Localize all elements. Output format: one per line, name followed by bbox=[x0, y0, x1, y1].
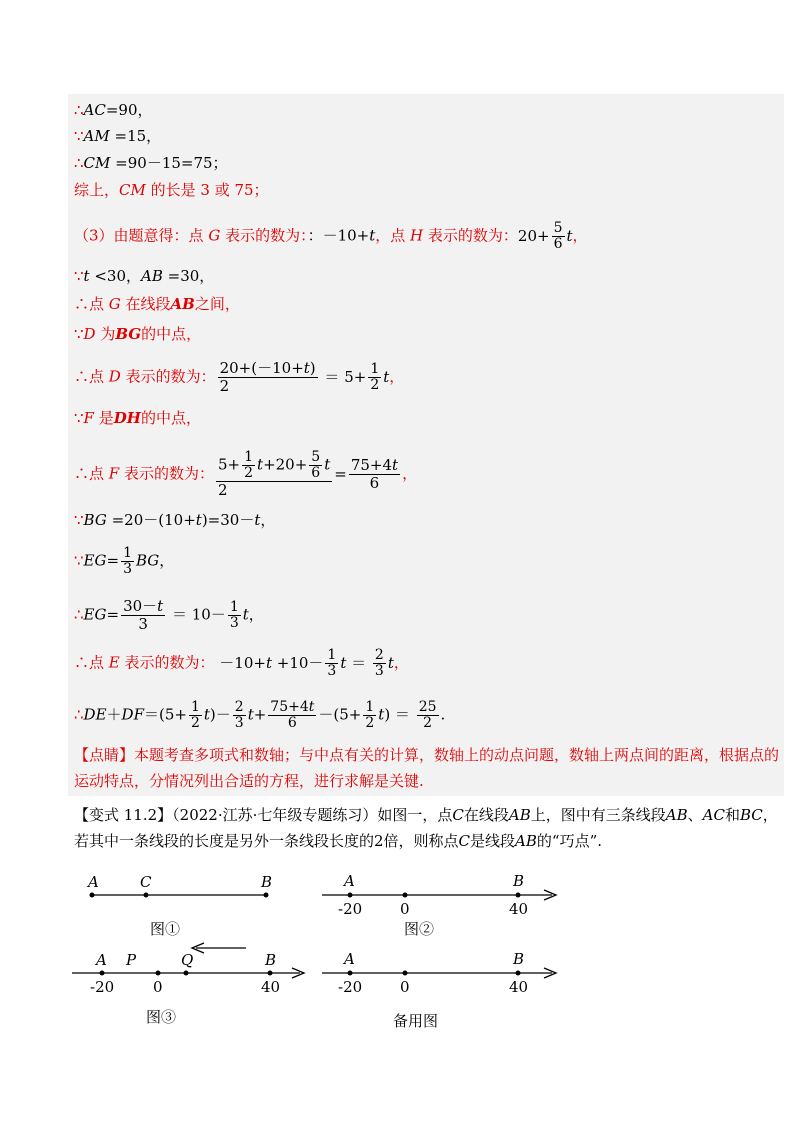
svg-text:图②: 图② bbox=[404, 920, 435, 938]
svg-text:A: A bbox=[88, 873, 99, 891]
solution-line-2: ∵AM =15， bbox=[74, 127, 162, 145]
svg-text:40: 40 bbox=[509, 900, 529, 918]
figure-3 bbox=[72, 943, 304, 1026]
svg-text:P: P bbox=[126, 951, 137, 969]
solution-line-16: ∴DE＋DF＝(5+ $\frac{1}{2}$ t)－ $\frac{2}{3}$ t+ $\frac{75+4t}{6}$ －(5+ $\frac{1}{2}$ t) ＝ $\frac{25}{2}$ . bbox=[74, 699, 446, 731]
variant-label: 【变式 11.2】 bbox=[74, 806, 173, 824]
svg-text:-20: -20 bbox=[338, 900, 363, 918]
svg-text:0: 0 bbox=[153, 978, 163, 996]
point-b bbox=[264, 893, 269, 898]
tip-text: 本题考查多项式和数轴；与中点有关的计算，数轴上的动点问题，数轴上两点间的距离，根据点的运动特点，分情况列出合适的方程，进行求解是关键. bbox=[74, 746, 780, 790]
svg-text:备用图: 备用图 bbox=[393, 1012, 439, 1030]
solution-line-8: ∵D 为BG的中点， bbox=[74, 325, 202, 343]
variant-source: （2022·江苏·七年级专题练习） bbox=[172, 806, 378, 824]
svg-text:B: B bbox=[265, 951, 277, 969]
solution-line-14: ∴EG= $\frac{30-t}{3}$ ＝ 10－ $\frac{1}{3}$ t， bbox=[74, 597, 264, 633]
solution-line-6: ∵t <30，AB =30， bbox=[74, 267, 215, 285]
solution-line-12: ∵BG =20－(10+t)=30－t， bbox=[74, 511, 276, 529]
solution-line-10: ∵F 是DH的中点， bbox=[74, 409, 201, 427]
solution-line-3: ∴CM =90－15=75； bbox=[74, 154, 228, 172]
solution-line-13: ∵EG= $\frac{1}{3}$ BG， bbox=[74, 545, 175, 577]
point-c bbox=[144, 893, 149, 898]
figure-4 bbox=[322, 950, 556, 1030]
solution-line-7: ∴点 G 在线段AB之间， bbox=[74, 295, 240, 313]
solution-line-9: ∴点 D 表示的数为： $\frac{20+(-10+t)}{2}$ ＝ 5+ $\frac{1}{2}$ t， bbox=[74, 359, 405, 395]
svg-text:-20: -20 bbox=[338, 978, 363, 996]
figure-2 bbox=[322, 872, 556, 938]
solution-line-5: （3）由题意得：点 G 表示的数为：：－10+t，点 H 表示的数为：20+ $\frac{5}{6}$ t， bbox=[74, 220, 588, 252]
svg-text:B: B bbox=[261, 873, 273, 891]
svg-text:B: B bbox=[513, 950, 525, 968]
svg-text:0: 0 bbox=[400, 900, 410, 918]
svg-text:40: 40 bbox=[261, 978, 281, 996]
svg-text:-20: -20 bbox=[90, 978, 115, 996]
svg-text:40: 40 bbox=[509, 978, 529, 996]
solution-line-1: ∴AC=90， bbox=[74, 101, 153, 119]
svg-text:Q: Q bbox=[181, 951, 194, 969]
solution-line-15: ∴点 E 表示的数为： －10+t +10－ $\frac{1}{3}$ t ＝ $\frac{2}{3}$ t， bbox=[74, 647, 409, 679]
svg-text:0: 0 bbox=[400, 978, 410, 996]
solution-line-4: 综上，CM 的长是 3 或 75； bbox=[74, 181, 269, 199]
tip-label: 【点睛】 bbox=[74, 746, 135, 764]
svg-text:A: A bbox=[96, 951, 107, 969]
svg-text:图③: 图③ bbox=[146, 1008, 177, 1026]
svg-text:A: A bbox=[344, 950, 355, 968]
variant-paragraph: 【变式 11.2】（2022·江苏·七年级专题练习）如图一，点C在线段AB上，图中有三条线段AB、AC和BC， 若其中一条线段的长度是另外一条线段长度的2倍，则称点C是线段AB的“巧点”. bbox=[74, 806, 778, 850]
svg-text:B: B bbox=[513, 872, 525, 890]
svg-text:图①: 图① bbox=[150, 920, 181, 938]
solution-line-11: ∴点 F 表示的数为： 5+ $\frac{1}{2}$ t+20+ $\frac{5}{6}$ t 2 = $\frac{75+4t}{6}$ ， bbox=[74, 449, 418, 499]
point-a bbox=[90, 893, 95, 898]
svg-text:A: A bbox=[344, 872, 355, 890]
figure-1 bbox=[86, 873, 272, 938]
svg-text:C: C bbox=[140, 873, 152, 891]
